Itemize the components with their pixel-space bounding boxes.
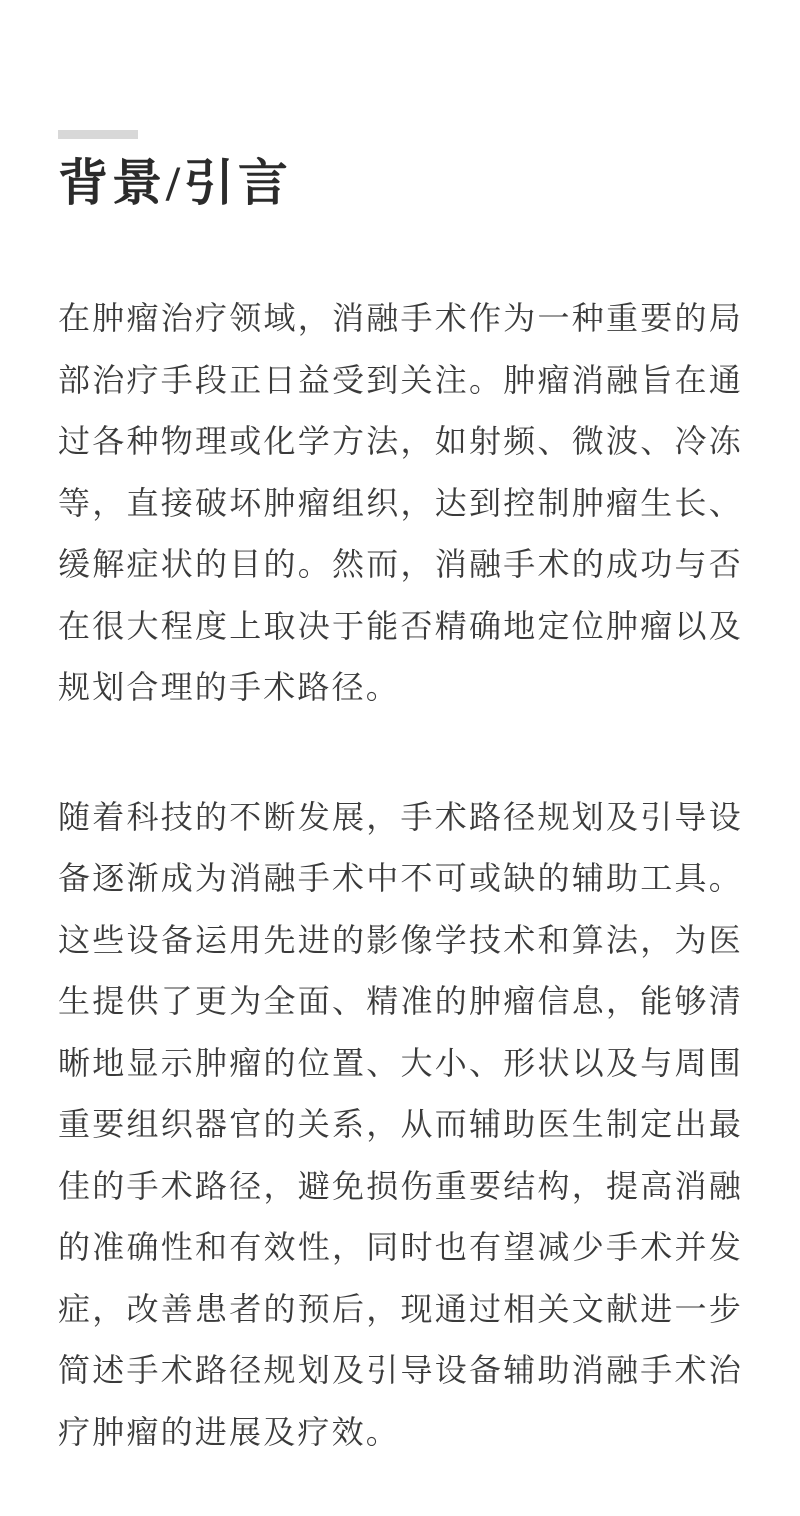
paragraph-background-intro-1: 在肿瘤治疗领域，消融手术作为一种重要的局部治疗手段正日益受到关注。肿瘤消融旨在通过各种物理或化学方法，如射频、微波、冷冻等，直接破坏肿瘤组织，达到控制肿瘤生长、缓解症状的目的。然而，消融手术的成功与否在很大程度上取决于能否精确地定位肿瘤以及规划合理的手术路径。 [58,300,743,705]
section-accent-bar [58,130,138,139]
section-heading: 背景/引言 [58,155,292,211]
article-body [58,288,743,1463]
paragraph-background-intro-2: 随着科技的不断发展，手术路径规划及引导设备逐渐成为消融手术中不可或缺的辅助工具。这些设备运用先进的影像学技术和算法，为医生提供了更为全面、精准的肿瘤信息，能够清晰地显示肿瘤的位置、大小、形状以及与周围重要组织器官的关系，从而辅助医生制定出最佳的手术路径，避免损伤重要结构，提高消融的准确性和有效性，同时也有望减少手术并发症，改善患者的预后，现通过相关文献进一步简述手术路径规划及引导设备辅助消融手术治疗肿瘤的进展及疗效。 [58,798,743,1450]
